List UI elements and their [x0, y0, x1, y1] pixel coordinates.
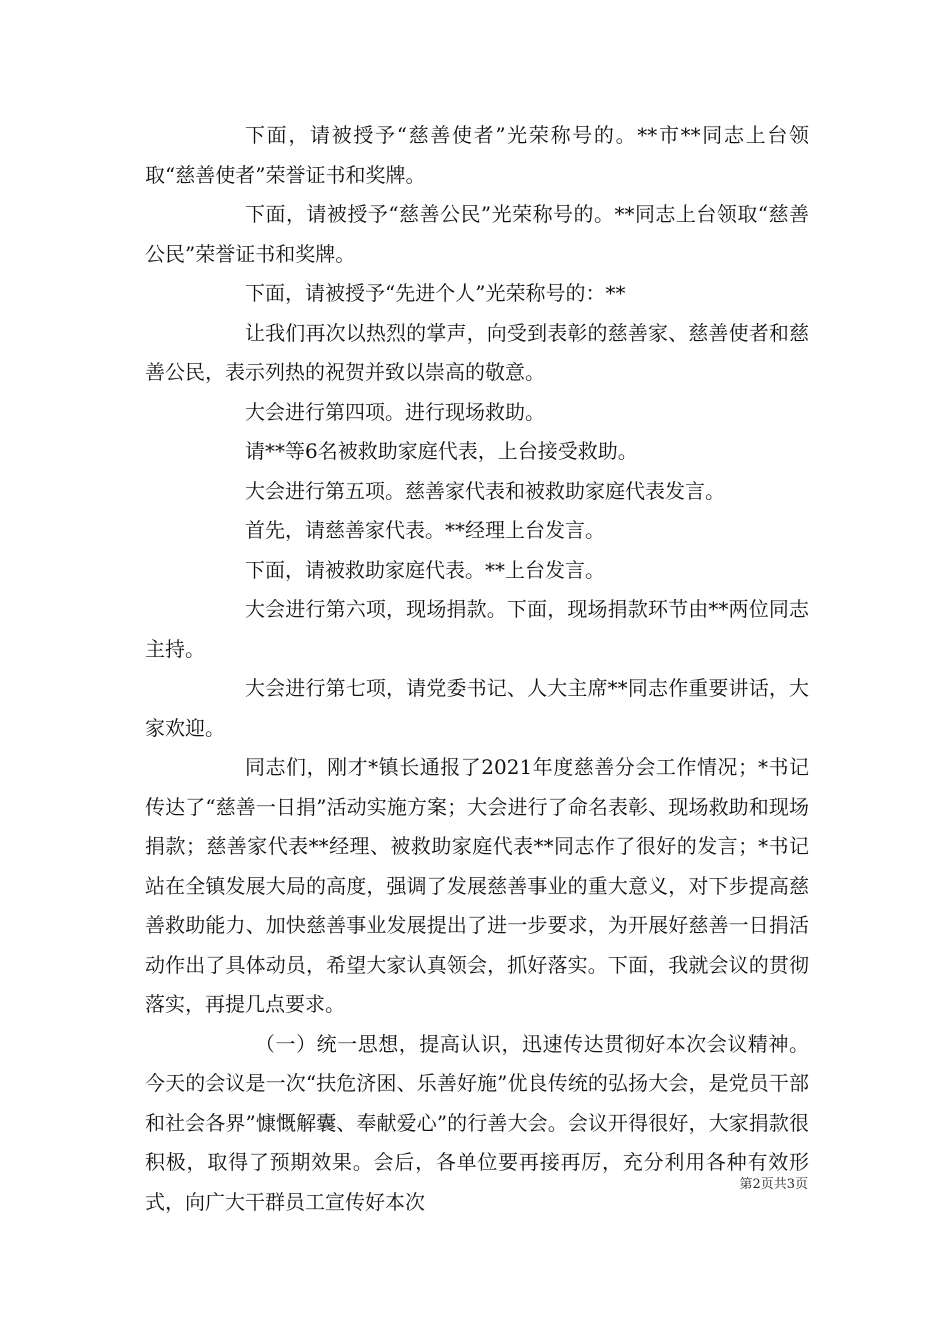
- paragraph-11: 大会进行第七项，请党委书记、人大主席**同志作重要讲话，大家欢迎。: [145, 676, 809, 740]
- document-body: [145, 116, 809, 1222]
- paragraph-9: 下面，请被救助家庭代表。**上台发言。: [245, 557, 605, 582]
- paragraph-13: （一）统一思想，提高认识，迅速传达贯彻好本次会议精神。今天的会议是一次“扶危济困、乐善好施”优良传统的弘扬大会，是党员干部和社会各界”慷慨解囊、奉献爱心”的行善大会。会议开得很好，大家捐款很积极，取得了预期效果。会后，各单位要再接再厉，充分利用各种有效形式，向广大干群员工宣传好本次: [145, 1031, 809, 1214]
- paragraph-8: 首先，请慈善家代表。**经理上台发言。: [245, 518, 605, 542]
- paragraph-3: 下面，请被授予“先进个人”光荣称号的：**: [245, 281, 626, 305]
- paragraph-10: 大会进行第六项，现场捐款。下面，现场捐款环节由**两位同志主持。: [145, 597, 809, 661]
- page-number-footer: 第2页共3页: [739, 1177, 808, 1192]
- paragraph-2: 下面，请被授予“慈善公民”光荣称号的。**同志上台领取“慈善公民”荣誉证书和奖牌。: [145, 202, 809, 266]
- paragraph-12: 同志们，刚才*镇长通报了2021年度慈善分会工作情况；*书记传达了“慈善一日捐”活动实施方案；大会进行了命名表彰、现场救助和现场捐款；慈善家代表**经理、被救助家庭代表**同志作了很好的发言；*书记站在全镇发展大局的高度，强调了发展慈善事业的重大意义，对下步提高慈善救助能力、加快慈善事业发展提出了进一步要求，为开展好慈善一日捐活动作出了具体动员，希望大家认真领会，抓好落实。下面，我就会议的贯彻落实，再提几点要求。: [145, 755, 809, 1016]
- paragraph-5: 大会进行第四项。进行现场救助。: [245, 399, 545, 424]
- paragraph-7: 大会进行第五项。慈善家代表和被救助家庭代表发言。: [245, 478, 725, 503]
- paragraph-1: 下面，请被授予“慈善使者”光荣称号的。**市**同志上台领取“慈善使者”荣誉证书和奖牌。: [145, 123, 809, 187]
- paragraph-4: 让我们再次以热烈的掌声，向受到表彰的慈善家、慈善使者和慈善公民，表示列热的祝贺并致以崇高的敬意。: [145, 320, 809, 384]
- paragraph-6: 请**等6名被救助家庭代表，上台接受救助。: [245, 439, 638, 463]
